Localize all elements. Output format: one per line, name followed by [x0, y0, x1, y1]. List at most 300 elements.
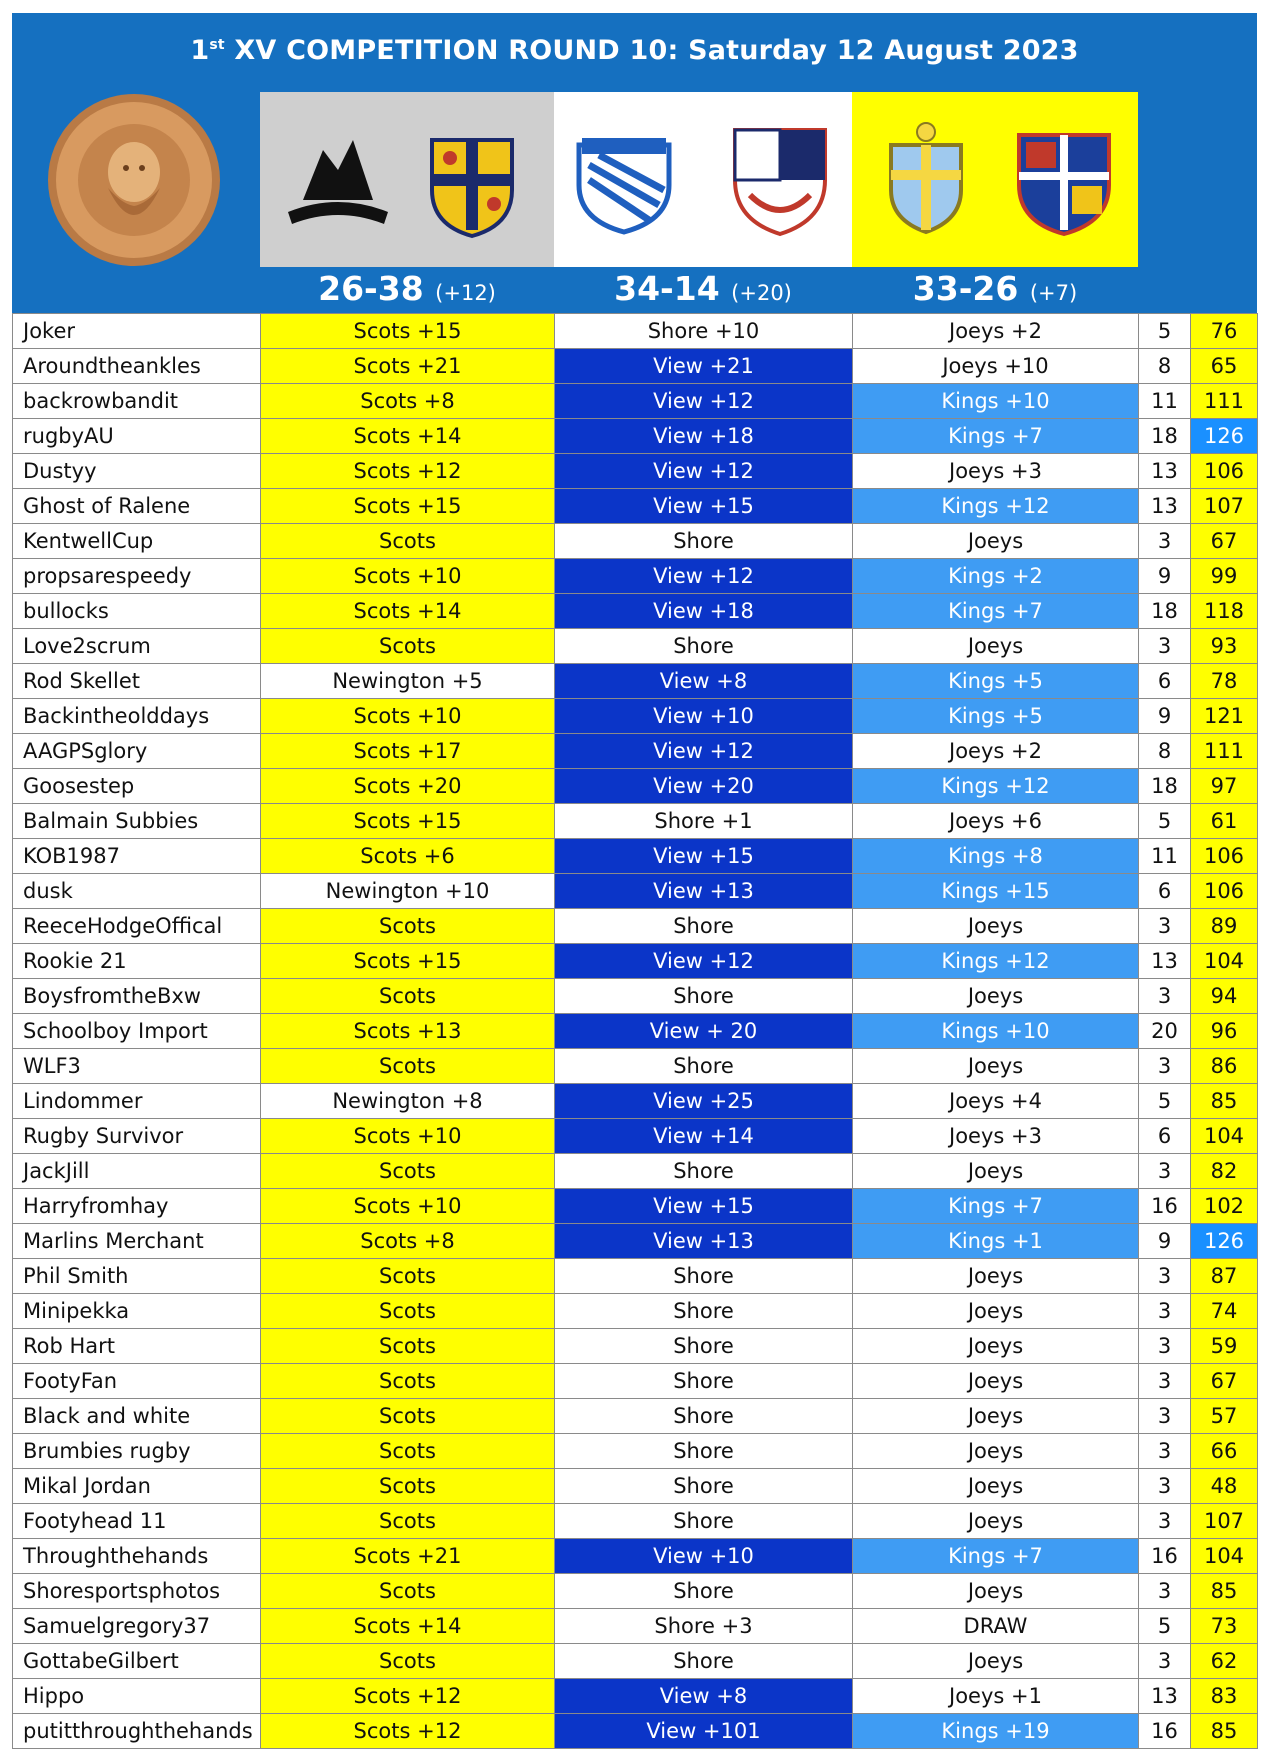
- table-row: [13, 314, 1258, 349]
- player-name-cell: Shoresportsphotos: [13, 1574, 261, 1609]
- table-row: [13, 1504, 1258, 1539]
- shore-crest-icon: [720, 120, 840, 240]
- total-points-cell: 85: [1191, 1084, 1258, 1119]
- game3-pick-cell: Kings +5: [853, 699, 1139, 734]
- player-name-cell: putitthroughthehands: [13, 1714, 261, 1749]
- round-points-cell: 6: [1139, 874, 1191, 909]
- total-points-cell: 78: [1191, 664, 1258, 699]
- round-points-cell: 16: [1139, 1539, 1191, 1574]
- game1-pick-cell: Scots: [261, 1469, 555, 1504]
- game2-pick-cell: View +13: [555, 1224, 853, 1259]
- round-points-cell: 18: [1139, 769, 1191, 804]
- game2-pick-cell: Shore: [555, 1469, 853, 1504]
- round-points-cell: 3: [1139, 629, 1191, 664]
- total-points-cell: 57: [1191, 1399, 1258, 1434]
- round-points-cell: 3: [1139, 1364, 1191, 1399]
- round-points-cell: 13: [1139, 1679, 1191, 1714]
- total-points-cell: 82: [1191, 1154, 1258, 1189]
- game3-pick-cell: Kings +7: [853, 419, 1139, 454]
- game1-pick-cell: Scots +15: [261, 314, 555, 349]
- joeys-crest-icon: [1004, 120, 1124, 240]
- player-name-cell: JackJill: [13, 1154, 261, 1189]
- page-title: 1st XV COMPETITION ROUND 10: Saturday 12 August 2023: [190, 35, 1079, 66]
- player-name-cell: Aroundtheankles: [13, 349, 261, 384]
- total-points-cell: 111: [1191, 384, 1258, 419]
- game3-pick-cell: Joeys +2: [853, 314, 1139, 349]
- player-name-cell: rugbyAU: [13, 419, 261, 454]
- round-points-cell: 3: [1139, 1574, 1191, 1609]
- table-row: [13, 1084, 1258, 1119]
- total-points-cell: 62: [1191, 1644, 1258, 1679]
- total-points-cell: 104: [1191, 944, 1258, 979]
- player-name-cell: Dustyy: [13, 454, 261, 489]
- game2-pick-cell: Shore: [555, 1434, 853, 1469]
- player-name-cell: backrowbandit: [13, 384, 261, 419]
- total-points-cell: 67: [1191, 524, 1258, 559]
- player-name-cell: Throughthehands: [13, 1539, 261, 1574]
- game1-pick-cell: Scots +14: [261, 594, 555, 629]
- game2-pick-cell: Shore: [555, 1329, 853, 1364]
- game1-pick-cell: Scots +10: [261, 1119, 555, 1154]
- table-row: [13, 909, 1258, 944]
- game3-pick-cell: Kings +8: [853, 839, 1139, 874]
- game2-crests: [554, 92, 852, 267]
- game2-pick-cell: View +13: [555, 874, 853, 909]
- game1-pick-cell: Scots +17: [261, 734, 555, 769]
- round-points-cell: 3: [1139, 1049, 1191, 1084]
- player-name-cell: Love2scrum: [13, 629, 261, 664]
- game3-pick-cell: Kings +19: [853, 1714, 1139, 1749]
- game2-pick-cell: View +12: [555, 384, 853, 419]
- table-row: [13, 1644, 1258, 1679]
- total-points-cell: 93: [1191, 629, 1258, 664]
- game2-pick-cell: Shore: [555, 1049, 853, 1084]
- player-name-cell: Samuelgregory37: [13, 1609, 261, 1644]
- game1-pick-cell: Scots +12: [261, 1714, 555, 1749]
- player-name-cell: Goosestep: [13, 769, 261, 804]
- game3-pick-cell: Joeys +10: [853, 349, 1139, 384]
- table-row: [13, 979, 1258, 1014]
- table-row: [13, 349, 1258, 384]
- round-points-cell: 18: [1139, 594, 1191, 629]
- game2-pick-cell: Shore: [555, 1399, 853, 1434]
- player-name-cell: propsarespeedy: [13, 559, 261, 594]
- round-points-cell: 5: [1139, 1084, 1191, 1119]
- game1-pick-cell: Scots: [261, 1154, 555, 1189]
- total-points-cell: 111: [1191, 734, 1258, 769]
- player-name-cell: Rookie 21: [13, 944, 261, 979]
- total-points-cell: 97: [1191, 769, 1258, 804]
- kings-crest-icon: [866, 120, 986, 240]
- game3-score: 33-26 (+7): [912, 269, 1078, 308]
- total-points-cell: 104: [1191, 1539, 1258, 1574]
- player-name-cell: Footyhead 11: [13, 1504, 261, 1539]
- aagps-medal-icon: [46, 92, 222, 268]
- table-row: [13, 454, 1258, 489]
- table-row: [13, 1154, 1258, 1189]
- total-points-cell: 73: [1191, 1609, 1258, 1644]
- total-points-cell: 86: [1191, 1049, 1258, 1084]
- table-row: [13, 804, 1258, 839]
- table-row: [13, 1224, 1258, 1259]
- game1-pick-cell: Scots +10: [261, 699, 555, 734]
- table-row: [13, 1049, 1258, 1084]
- game2-pick-cell: Shore: [555, 1259, 853, 1294]
- table-row: [13, 1259, 1258, 1294]
- game1-pick-cell: Scots: [261, 979, 555, 1014]
- player-name-cell: AAGPSglory: [13, 734, 261, 769]
- game3-pick-cell: Kings +7: [853, 1189, 1139, 1224]
- riverview-crest-icon: [564, 120, 684, 240]
- game1-pick-cell: Scots: [261, 629, 555, 664]
- game2-pick-cell: Shore: [555, 1644, 853, 1679]
- game3-pick-cell: Joeys: [853, 1154, 1139, 1189]
- round-points-cell: 6: [1139, 664, 1191, 699]
- player-name-cell: Rugby Survivor: [13, 1119, 261, 1154]
- total-points-cell: 85: [1191, 1714, 1258, 1749]
- player-name-cell: Ghost of Ralene: [13, 489, 261, 524]
- total-points-cell: 94: [1191, 979, 1258, 1014]
- game2-pick-cell: View +14: [555, 1119, 853, 1154]
- round-points-cell: 3: [1139, 979, 1191, 1014]
- game3-pick-cell: Joeys: [853, 1329, 1139, 1364]
- game3-pick-cell: Joeys: [853, 1434, 1139, 1469]
- game3-pick-cell: Joeys +1: [853, 1679, 1139, 1714]
- game1-pick-cell: Scots +14: [261, 419, 555, 454]
- game3-pick-cell: Joeys +3: [853, 1119, 1139, 1154]
- game1-pick-cell: Newington +10: [261, 874, 555, 909]
- game3-pick-cell: Joeys +6: [853, 804, 1139, 839]
- game3-pick-cell: Kings +7: [853, 1539, 1139, 1574]
- round-points-cell: 9: [1139, 699, 1191, 734]
- player-name-cell: Brumbies rugby: [13, 1434, 261, 1469]
- game1-pick-cell: Scots: [261, 1049, 555, 1084]
- total-points-cell: 66: [1191, 1434, 1258, 1469]
- game2-pick-cell: Shore: [555, 1574, 853, 1609]
- player-name-cell: KOB1987: [13, 839, 261, 874]
- game1-pick-cell: Scots +6: [261, 839, 555, 874]
- round-points-cell: 13: [1139, 944, 1191, 979]
- player-name-cell: Lindommer: [13, 1084, 261, 1119]
- table-row: [13, 559, 1258, 594]
- round-points-cell: 5: [1139, 804, 1191, 839]
- total-points-cell: 96: [1191, 1014, 1258, 1049]
- game3-pick-cell: Kings +12: [853, 944, 1139, 979]
- game2-pick-cell: View +15: [555, 839, 853, 874]
- game2-pick-cell: View +18: [555, 419, 853, 454]
- table-row: [13, 699, 1258, 734]
- game1-pick-cell: Scots +10: [261, 559, 555, 594]
- game3-pick-cell: Joeys: [853, 524, 1139, 559]
- game1-pick-cell: Scots +21: [261, 1539, 555, 1574]
- game2-pick-cell: View +21: [555, 349, 853, 384]
- table-row: [13, 1364, 1258, 1399]
- player-name-cell: Mikal Jordan: [13, 1469, 261, 1504]
- round-points-cell: 8: [1139, 349, 1191, 384]
- table-row: [13, 1329, 1258, 1364]
- game2-pick-cell: View +8: [555, 1679, 853, 1714]
- table-row: [13, 1714, 1258, 1749]
- game2-pick-cell: Shore: [555, 1154, 853, 1189]
- total-points-cell: 106: [1191, 874, 1258, 909]
- game3-pick-cell: Kings +12: [853, 769, 1139, 804]
- game3-pick-cell: Joeys: [853, 1259, 1139, 1294]
- game2-pick-cell: View +15: [555, 1189, 853, 1224]
- round-points-cell: 5: [1139, 314, 1191, 349]
- total-points-cell: 83: [1191, 1679, 1258, 1714]
- round-points-cell: 18: [1139, 419, 1191, 454]
- game1-pick-cell: Scots +10: [261, 1189, 555, 1224]
- game2-pick-cell: View +10: [555, 1539, 853, 1574]
- game2-score: 34-14 (+20): [614, 269, 792, 308]
- table-row: [13, 419, 1258, 454]
- game2-pick-cell: View +12: [555, 454, 853, 489]
- game1-pick-cell: Scots: [261, 1294, 555, 1329]
- round-points-cell: 3: [1139, 1504, 1191, 1539]
- total-points-cell: 104: [1191, 1119, 1258, 1154]
- game1-pick-cell: Scots +8: [261, 384, 555, 419]
- total-points-cell: 107: [1191, 489, 1258, 524]
- game1-pick-cell: Scots: [261, 1644, 555, 1679]
- table-row: [13, 629, 1258, 664]
- game1-pick-cell: Scots: [261, 524, 555, 559]
- player-name-cell: FootyFan: [13, 1364, 261, 1399]
- game1-pick-cell: Scots: [261, 1329, 555, 1364]
- game1-pick-cell: Scots: [261, 1364, 555, 1399]
- game2-pick-cell: View +12: [555, 734, 853, 769]
- table-row: [13, 769, 1258, 804]
- round-points-cell: 20: [1139, 1014, 1191, 1049]
- round-points-cell: 3: [1139, 1329, 1191, 1364]
- player-name-cell: Rob Hart: [13, 1329, 261, 1364]
- table-row: [13, 1399, 1258, 1434]
- game2-pick-cell: View +15: [555, 489, 853, 524]
- table-row: [13, 1469, 1258, 1504]
- game1-pick-cell: Scots: [261, 1399, 555, 1434]
- table-row: [13, 1434, 1258, 1469]
- table-row: [13, 524, 1258, 559]
- newington-crest-icon: [278, 120, 398, 240]
- table-row: [13, 734, 1258, 769]
- game1-pick-cell: Scots: [261, 909, 555, 944]
- table-row: [13, 1539, 1258, 1574]
- player-name-cell: GottabeGilbert: [13, 1644, 261, 1679]
- round-points-cell: 6: [1139, 1119, 1191, 1154]
- game2-pick-cell: Shore: [555, 629, 853, 664]
- total-points-cell: 121: [1191, 699, 1258, 734]
- game2-pick-cell: Shore: [555, 909, 853, 944]
- game3-pick-cell: Joeys: [853, 1469, 1139, 1504]
- game1-pick-cell: Scots +21: [261, 349, 555, 384]
- game2-pick-cell: View +12: [555, 944, 853, 979]
- player-name-cell: Balmain Subbies: [13, 804, 261, 839]
- game3-pick-cell: Kings +5: [853, 664, 1139, 699]
- round-points-cell: 3: [1139, 1399, 1191, 1434]
- player-name-cell: Phil Smith: [13, 1259, 261, 1294]
- total-points-cell: 126: [1191, 1224, 1258, 1259]
- game1-pick-cell: Newington +8: [261, 1084, 555, 1119]
- game1-pick-cell: Scots +20: [261, 769, 555, 804]
- game3-pick-cell: Joeys: [853, 1294, 1139, 1329]
- game3-pick-cell: Joeys: [853, 979, 1139, 1014]
- header-banner: [12, 13, 1257, 313]
- total-points-cell: 107: [1191, 1504, 1258, 1539]
- table-row: [13, 664, 1258, 699]
- game3-pick-cell: Joeys: [853, 1574, 1139, 1609]
- game1-pick-cell: Newington +5: [261, 664, 555, 699]
- game2-pick-cell: Shore +3: [555, 1609, 853, 1644]
- player-name-cell: Joker: [13, 314, 261, 349]
- round-points-cell: 3: [1139, 1154, 1191, 1189]
- round-points-cell: 9: [1139, 1224, 1191, 1259]
- game2-pick-cell: Shore: [555, 1364, 853, 1399]
- total-points-cell: 59: [1191, 1329, 1258, 1364]
- round-points-cell: 8: [1139, 734, 1191, 769]
- total-points-cell: 74: [1191, 1294, 1258, 1329]
- table-row: [13, 1014, 1258, 1049]
- round-points-cell: 5: [1139, 1609, 1191, 1644]
- table-row: [13, 944, 1258, 979]
- game2-pick-cell: Shore: [555, 524, 853, 559]
- table-row: [13, 874, 1258, 909]
- game3-pick-cell: Joeys: [853, 1644, 1139, 1679]
- game2-pick-cell: View +8: [555, 664, 853, 699]
- round-points-cell: 3: [1139, 1644, 1191, 1679]
- total-points-cell: 85: [1191, 1574, 1258, 1609]
- scots-crest-icon: [412, 120, 532, 240]
- game1-pick-cell: Scots: [261, 1574, 555, 1609]
- player-name-cell: dusk: [13, 874, 261, 909]
- total-points-cell: 65: [1191, 349, 1258, 384]
- game2-pick-cell: Shore +1: [555, 804, 853, 839]
- round-points-cell: 11: [1139, 839, 1191, 874]
- game2-pick-cell: Shore: [555, 979, 853, 1014]
- game1-pick-cell: Scots: [261, 1434, 555, 1469]
- game1-crests: [260, 92, 554, 267]
- total-points-cell: 99: [1191, 559, 1258, 594]
- game3-pick-cell: Joeys: [853, 629, 1139, 664]
- table-row: [13, 1609, 1258, 1644]
- game1-pick-cell: Scots +13: [261, 1014, 555, 1049]
- round-points-cell: 3: [1139, 524, 1191, 559]
- game2-pick-cell: View +20: [555, 769, 853, 804]
- table-row: [13, 1119, 1258, 1154]
- game2-pick-cell: View +18: [555, 594, 853, 629]
- round-points-cell: 11: [1139, 384, 1191, 419]
- total-points-cell: 106: [1191, 454, 1258, 489]
- round-points-cell: 3: [1139, 1259, 1191, 1294]
- total-points-cell: 76: [1191, 314, 1258, 349]
- round-points-cell: 3: [1139, 909, 1191, 944]
- total-points-cell: 48: [1191, 1469, 1258, 1504]
- player-name-cell: Minipekka: [13, 1294, 261, 1329]
- game1-pick-cell: Scots +12: [261, 1679, 555, 1714]
- game2-pick-cell: View + 20: [555, 1014, 853, 1049]
- table-row: [13, 594, 1258, 629]
- game3-pick-cell: Kings +2: [853, 559, 1139, 594]
- game3-pick-cell: Joeys: [853, 1049, 1139, 1084]
- game3-pick-cell: Kings +15: [853, 874, 1139, 909]
- table-row: [13, 489, 1258, 524]
- player-name-cell: bullocks: [13, 594, 261, 629]
- competition-sheet: [12, 13, 1257, 1749]
- player-name-cell: Hippo: [13, 1679, 261, 1714]
- game3-pick-cell: DRAW: [853, 1609, 1139, 1644]
- round-points-cell: 16: [1139, 1189, 1191, 1224]
- game2-pick-cell: View +12: [555, 559, 853, 594]
- round-points-cell: 9: [1139, 559, 1191, 594]
- game3-pick-cell: Joeys: [853, 1504, 1139, 1539]
- game3-pick-cell: Joeys +4: [853, 1084, 1139, 1119]
- total-points-cell: 106: [1191, 839, 1258, 874]
- game3-pick-cell: Kings +7: [853, 594, 1139, 629]
- game3-pick-cell: Joeys +2: [853, 734, 1139, 769]
- player-name-cell: Schoolboy Import: [13, 1014, 261, 1049]
- total-points-cell: 126: [1191, 419, 1258, 454]
- game3-crests: [852, 92, 1138, 267]
- player-name-cell: ReeceHodgeOffical: [13, 909, 261, 944]
- round-points-cell: 3: [1139, 1294, 1191, 1329]
- player-name-cell: BoysfromtheBxw: [13, 979, 261, 1014]
- game1-score: 26-38 (+12): [318, 269, 496, 308]
- round-points-cell: 13: [1139, 489, 1191, 524]
- game2-pick-cell: Shore +10: [555, 314, 853, 349]
- game1-pick-cell: Scots: [261, 1504, 555, 1539]
- player-name-cell: Marlins Merchant: [13, 1224, 261, 1259]
- total-points-cell: 87: [1191, 1259, 1258, 1294]
- total-points-cell: 118: [1191, 594, 1258, 629]
- table-row: [13, 1574, 1258, 1609]
- player-name-cell: WLF3: [13, 1049, 261, 1084]
- round-points-cell: 3: [1139, 1434, 1191, 1469]
- table-row: [13, 839, 1258, 874]
- player-name-cell: KentwellCup: [13, 524, 261, 559]
- game1-pick-cell: Scots +15: [261, 944, 555, 979]
- player-name-cell: Backintheolddays: [13, 699, 261, 734]
- round-points-cell: 16: [1139, 1714, 1191, 1749]
- player-name-cell: Black and white: [13, 1399, 261, 1434]
- game3-pick-cell: Joeys: [853, 1364, 1139, 1399]
- player-name-cell: Harryfromhay: [13, 1189, 261, 1224]
- game3-pick-cell: Joeys +3: [853, 454, 1139, 489]
- game2-pick-cell: View +101: [555, 1714, 853, 1749]
- game2-pick-cell: View +25: [555, 1084, 853, 1119]
- game2-pick-cell: Shore: [555, 1504, 853, 1539]
- table-row: [13, 1189, 1258, 1224]
- game2-pick-cell: View +10: [555, 699, 853, 734]
- table-row: [13, 1679, 1258, 1714]
- game1-pick-cell: Scots +15: [261, 804, 555, 839]
- game1-pick-cell: Scots +14: [261, 1609, 555, 1644]
- total-points-cell: 89: [1191, 909, 1258, 944]
- total-points-cell: 102: [1191, 1189, 1258, 1224]
- game3-pick-cell: Joeys: [853, 909, 1139, 944]
- game1-pick-cell: Scots +15: [261, 489, 555, 524]
- total-points-cell: 67: [1191, 1364, 1258, 1399]
- table-row: [13, 1294, 1258, 1329]
- table-row: [13, 384, 1258, 419]
- game1-pick-cell: Scots +8: [261, 1224, 555, 1259]
- game3-pick-cell: Kings +10: [853, 384, 1139, 419]
- player-name-cell: Rod Skellet: [13, 664, 261, 699]
- game1-pick-cell: Scots: [261, 1259, 555, 1294]
- round-points-cell: 13: [1139, 454, 1191, 489]
- game1-pick-cell: Scots +12: [261, 454, 555, 489]
- tipping-table: [12, 313, 1258, 1749]
- total-points-cell: 61: [1191, 804, 1258, 839]
- game2-pick-cell: Shore: [555, 1294, 853, 1329]
- game3-pick-cell: Kings +10: [853, 1014, 1139, 1049]
